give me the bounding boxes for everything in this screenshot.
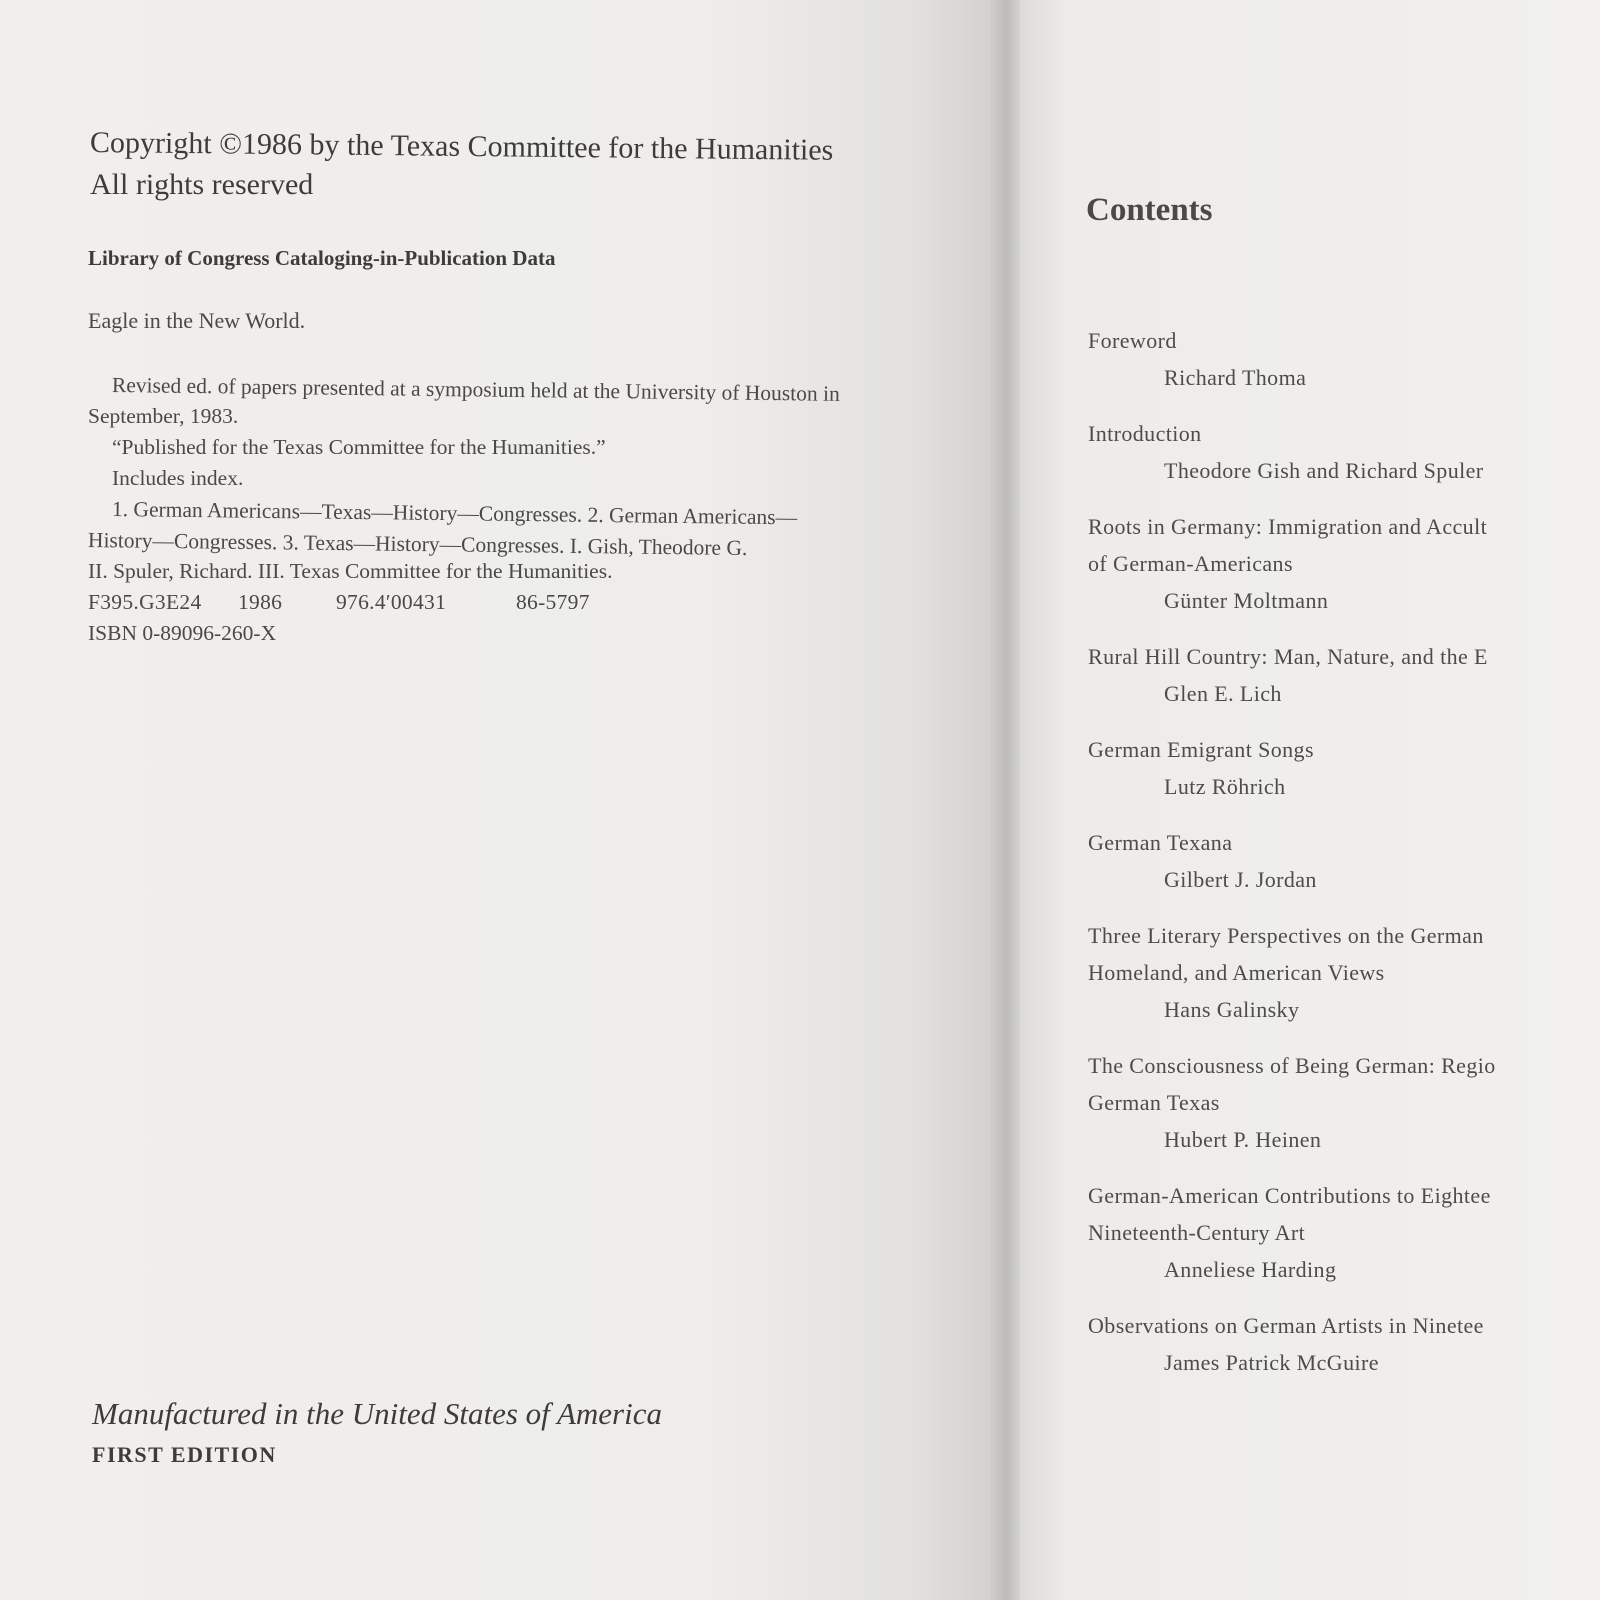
cip-subjects-line-3: II. Spuler, Richard. III. Texas Committee for the Humanities. xyxy=(88,559,613,583)
cip-note-revised-cont: September, 1983. xyxy=(88,404,239,428)
toc-entry xyxy=(1088,415,1600,489)
toc-entry-author: Richard Thoma xyxy=(1164,365,1307,390)
dewey-number: 976.4′00431 xyxy=(336,590,447,614)
toc-entry-author: Günter Moltmann xyxy=(1164,588,1329,613)
toc-entry-title-cont: Homeland, and American Views xyxy=(1088,960,1385,985)
copyright-notice xyxy=(90,122,833,206)
toc-entry-author: Hubert P. Heinen xyxy=(1164,1127,1322,1152)
toc-entry xyxy=(1088,322,1600,396)
toc-entry xyxy=(1088,731,1600,805)
toc-entry xyxy=(1088,508,1600,619)
toc-entry xyxy=(1088,638,1600,712)
toc-entry-title: German Texana xyxy=(1088,830,1233,855)
contents-heading: Contents xyxy=(1086,192,1213,228)
cip-subjects-line-2: History—Congresses. 3. Texas—History—Congresses. I. Gish, Theodore G. xyxy=(87,528,748,561)
toc-entry-title: Rural Hill Country: Man, Nature, and the E xyxy=(1088,644,1488,669)
toc-entry-author: Lutz Röhrich xyxy=(1164,774,1286,799)
toc-entry-author: Theodore Gish and Richard Spuler xyxy=(1164,458,1484,483)
toc-entry-title-cont: Nineteenth-Century Art xyxy=(1088,1220,1306,1245)
toc-entry xyxy=(1088,1307,1600,1381)
toc-entry-title: German-American Contributions to Eightee xyxy=(1088,1183,1491,1208)
toc-entry-title: Introduction xyxy=(1088,421,1202,446)
publication-year: 1986 xyxy=(238,590,283,614)
lc-call-number: F395.G3E24 xyxy=(88,590,202,614)
isbn: ISBN 0-89096-260-X xyxy=(88,621,277,645)
toc-entry-title: Observations on German Artists in Ninetee xyxy=(1088,1313,1484,1338)
toc-entry-title: The Consciousness of Being German: Regio xyxy=(1088,1053,1496,1078)
toc-entry xyxy=(1088,824,1600,898)
cip-book-title: Eagle in the New World. xyxy=(88,308,306,333)
toc-entry-title: Roots in Germany: Immigration and Accult xyxy=(1088,514,1488,539)
cip-note-revised: Revised ed. of papers presented at a symposium held at the University of Houston in xyxy=(111,373,840,406)
toc-entry-author: Gilbert J. Jordan xyxy=(1164,867,1317,892)
toc-entry-title-cont: German Texas xyxy=(1088,1090,1220,1115)
toc-entry-author: Anneliese Harding xyxy=(1164,1257,1337,1282)
cip-note-published-for: “Published for the Texas Committee for the Humanities.” xyxy=(112,435,606,459)
lccn-number: 86-5797 xyxy=(516,590,590,614)
cip-heading: Library of Congress Cataloging-in-Publication Data xyxy=(88,246,556,270)
rights-line: All rights reserved xyxy=(90,168,314,201)
toc-entry-title: Foreword xyxy=(1088,328,1177,353)
toc-entry xyxy=(1088,1177,1600,1288)
toc-entry-title: Three Literary Perspectives on the German xyxy=(1088,923,1484,948)
cip-subjects-line-1: 1. German Americans—Texas—History—Congresses. 2. German Americans— xyxy=(111,497,798,530)
manufactured-notice: Manufactured in the United States of America xyxy=(92,1396,662,1431)
cip-notes xyxy=(88,370,988,649)
toc-entry xyxy=(1088,1047,1600,1158)
edition-notice: FIRST EDITION xyxy=(92,1442,277,1467)
table-of-contents xyxy=(1088,322,1600,1400)
toc-entry-title: German Emigrant Songs xyxy=(1088,737,1314,762)
cip-note-includes-index: Includes index. xyxy=(112,466,244,490)
toc-entry-author: Hans Galinsky xyxy=(1164,997,1300,1022)
copyright-line: Copyright ©1986 by the Texas Committee for the Humanities xyxy=(89,126,834,167)
toc-entry-title-cont: of German-Americans xyxy=(1088,551,1293,576)
toc-entry-author: James Patrick McGuire xyxy=(1164,1350,1379,1375)
toc-entry-author: Glen E. Lich xyxy=(1164,681,1282,706)
toc-entry xyxy=(1088,917,1600,1028)
classification-row xyxy=(88,587,988,618)
